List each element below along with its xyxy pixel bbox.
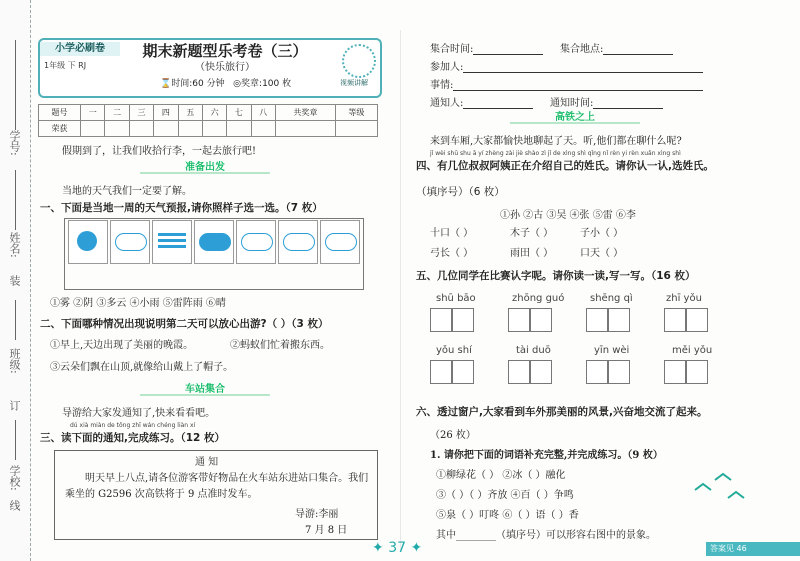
q5-pinyin-3: shēng qì (590, 293, 633, 304)
brand-label: 小学必刷卷 (40, 42, 120, 56)
q5-pinyin-2: zhōng guó (512, 293, 565, 304)
intro-text: 假期到了，让我们收拾行李，一起去旅行吧! (62, 146, 257, 157)
q5-pinyin-1: shū bāo (436, 293, 476, 304)
student-id-label: 学号: (8, 130, 21, 156)
gather-time-field[interactable]: 集合时间: (430, 40, 543, 55)
write-box[interactable] (508, 308, 530, 332)
qr-seal-icon[interactable] (342, 44, 376, 78)
q4-item-3[interactable]: 子小（ ） (580, 228, 624, 239)
exam-subtitle: （快乐旅行） (195, 62, 255, 73)
train-intro: 来到车厢,大家都愉快地聊起了天。听,他们都在聊什么呢? (430, 136, 682, 147)
cut-mark-1: 装 (8, 275, 21, 286)
participants-field[interactable]: 参加人: (430, 58, 703, 73)
q6-part1: 1. 请你把下面的词语补充完整,并完成练习。（9 枚） (430, 450, 663, 461)
gather-place-field[interactable]: 集合地点: (560, 40, 673, 55)
q6-text: 六、透过窗户,大家看到车外那美丽的风景,兴奋地交流了起来。 (416, 406, 708, 418)
write-box[interactable] (430, 360, 452, 384)
q6-sub: （26 枚） (430, 430, 476, 441)
notice-date: 7 月 8 日 (305, 525, 348, 536)
cut-mark-2: 订 (8, 400, 21, 411)
banner-train: 高铁之上 (510, 108, 640, 124)
answer-reference: 答案见 46 (706, 542, 800, 556)
birds-illustration-icon (690, 470, 750, 510)
binding-margin (0, 0, 31, 561)
write-box[interactable] (586, 360, 608, 384)
write-box[interactable] (686, 360, 708, 384)
write-box[interactable] (686, 308, 708, 332)
clock-icon: ⌛ (160, 79, 172, 89)
notify-time-field[interactable]: 通知时间: (550, 94, 663, 109)
table-row: 荣获 (39, 121, 378, 137)
weather-thunder-icon (194, 220, 234, 264)
exam-meta (160, 76, 291, 89)
exam-title: 期末新题型乐考卷（三） (142, 42, 308, 60)
weather-intro: 当地的天气我们一定要了解。 (62, 186, 192, 197)
q4-item-5[interactable]: 雨田（ ） (510, 248, 554, 259)
time-label: 时间:60 分钟 (171, 79, 225, 89)
q5-pinyin-7: yīn wèi (594, 345, 630, 356)
q5-text: 五、几位同学在比赛认字呢。请你读一读,写一写。（16 枚） (416, 270, 696, 282)
weather-sunny-icon (68, 220, 108, 264)
q4-item-6[interactable]: 口天（ ） (580, 248, 624, 259)
q4-pinyin: jǐ wèi shū shu ā yí zhèng zài jiè shào zì jǐ de xìng shì qǐng nǐ rèn yi rèn xuǎn xìng shì (430, 150, 681, 157)
q6-row-4[interactable]: 其中________（填序号）可以形容右图中的景象。 (436, 530, 656, 541)
table-row: 题号 一 二 三 四 五 六 七 八 共奖章 等级 (39, 105, 378, 121)
grade-label: 1年级 下 RJ (44, 61, 87, 70)
notice-body-2: 乘坐的 G2596 次高铁将于 9 点准时发车。 (65, 489, 258, 500)
q2-option-3: ③云朵们飘在山顶,就像给山戴上了帽子。 (50, 362, 234, 373)
q4-text: 四、有几位叔叔阿姨正在介绍自己的姓氏。请你认一认,选姓氏。 (416, 160, 714, 172)
q6-row-3[interactable]: ⑤泉（ ）叮咚 ⑥（ ）语（ ）香 (436, 510, 579, 521)
write-box[interactable] (452, 308, 474, 332)
video-explain-label: 视频讲解 (340, 79, 368, 87)
q6-row-1[interactable]: ①柳绿花（ ） ②冰（ ）融化 (436, 470, 566, 481)
medal-icon: ◎ (233, 79, 242, 89)
q1-text: 一、下面是当地一周的天气预报,请你照样子选一选。（7 枚） (40, 202, 323, 214)
write-box[interactable] (608, 360, 630, 384)
weather-light-rain-icon (320, 220, 360, 264)
weather-cloudy-icon (110, 220, 150, 264)
write-box[interactable] (608, 308, 630, 332)
weather-overcast-icon (278, 220, 318, 264)
weather-fog-icon (152, 220, 192, 264)
notice-box (54, 450, 378, 540)
write-box[interactable] (530, 308, 552, 332)
class-label: 班级: (8, 348, 21, 374)
name-label: 姓名: (8, 232, 21, 258)
write-box[interactable] (664, 360, 686, 384)
q3-pinyin: dú xià miàn de tōng zhī wán chéng liàn xí (70, 422, 196, 429)
q2-text: 二、下面哪种情况出现说明第二天可以放心出游?（ ）（3 枚） (40, 318, 329, 330)
write-box[interactable] (586, 308, 608, 332)
q4-item-4[interactable]: 弓长（ ） (430, 248, 474, 259)
notifier-field[interactable]: 通知人: (430, 94, 533, 109)
notice-title: 通 知 (195, 457, 219, 468)
write-box[interactable] (664, 308, 686, 332)
q5-pinyin-5: yǒu shí (436, 345, 472, 356)
page-divider (400, 30, 401, 550)
q5-pinyin-4: zhī yǒu (666, 293, 702, 304)
q3-text: 三、读下面的通知,完成练习。（12 枚） (40, 432, 226, 444)
weather-rain-icon (236, 220, 276, 264)
q6-row-2[interactable]: ③（ ）（ ）齐放 ④百（ ）争鸣 (436, 490, 574, 501)
write-box[interactable] (430, 308, 452, 332)
notice-body-1: 明天早上八点,请各位游客带好物品在火车站东进站口集合。我们 (85, 473, 369, 484)
banner-prepare: 准备出发 (140, 158, 270, 174)
q4-sub: （填序号）（6 枚） (416, 186, 505, 198)
banner-station: 车站集合 (140, 380, 270, 396)
write-box[interactable] (452, 360, 474, 384)
q2-option-2: ②蚂蚁们忙着搬东西。 (230, 340, 330, 351)
matter-field[interactable]: 事情: (430, 76, 703, 91)
station-intro: 导游给大家发通知了,快来看看吧。 (62, 408, 216, 419)
reward-label: 奖章:100 枚 (241, 79, 292, 89)
q4-item-1[interactable]: 十口（ ） (430, 228, 474, 239)
school-label: 学校: (8, 465, 21, 491)
page-number: ✦ 37 ✦ (372, 540, 423, 556)
q2-option-1: ①早上,天边出现了美丽的晚霞。 (50, 340, 194, 351)
q4-item-2[interactable]: 木子（ ） (510, 228, 554, 239)
write-box[interactable] (508, 360, 530, 384)
q4-options: ①孙 ②古 ③吴 ④张 ⑤雷 ⑥李 (500, 210, 636, 221)
q5-pinyin-8: měi yǒu (672, 345, 713, 356)
cut-mark-3: 线 (8, 500, 21, 511)
notice-signer: 导游:李丽 (295, 509, 339, 520)
q1-options: ①雾 ②阴 ③多云 ④小雨 ⑤雷阵雨 ⑥晴 (50, 298, 226, 309)
score-table (38, 104, 378, 137)
q5-pinyin-6: tài duō (516, 345, 551, 356)
write-box[interactable] (530, 360, 552, 384)
